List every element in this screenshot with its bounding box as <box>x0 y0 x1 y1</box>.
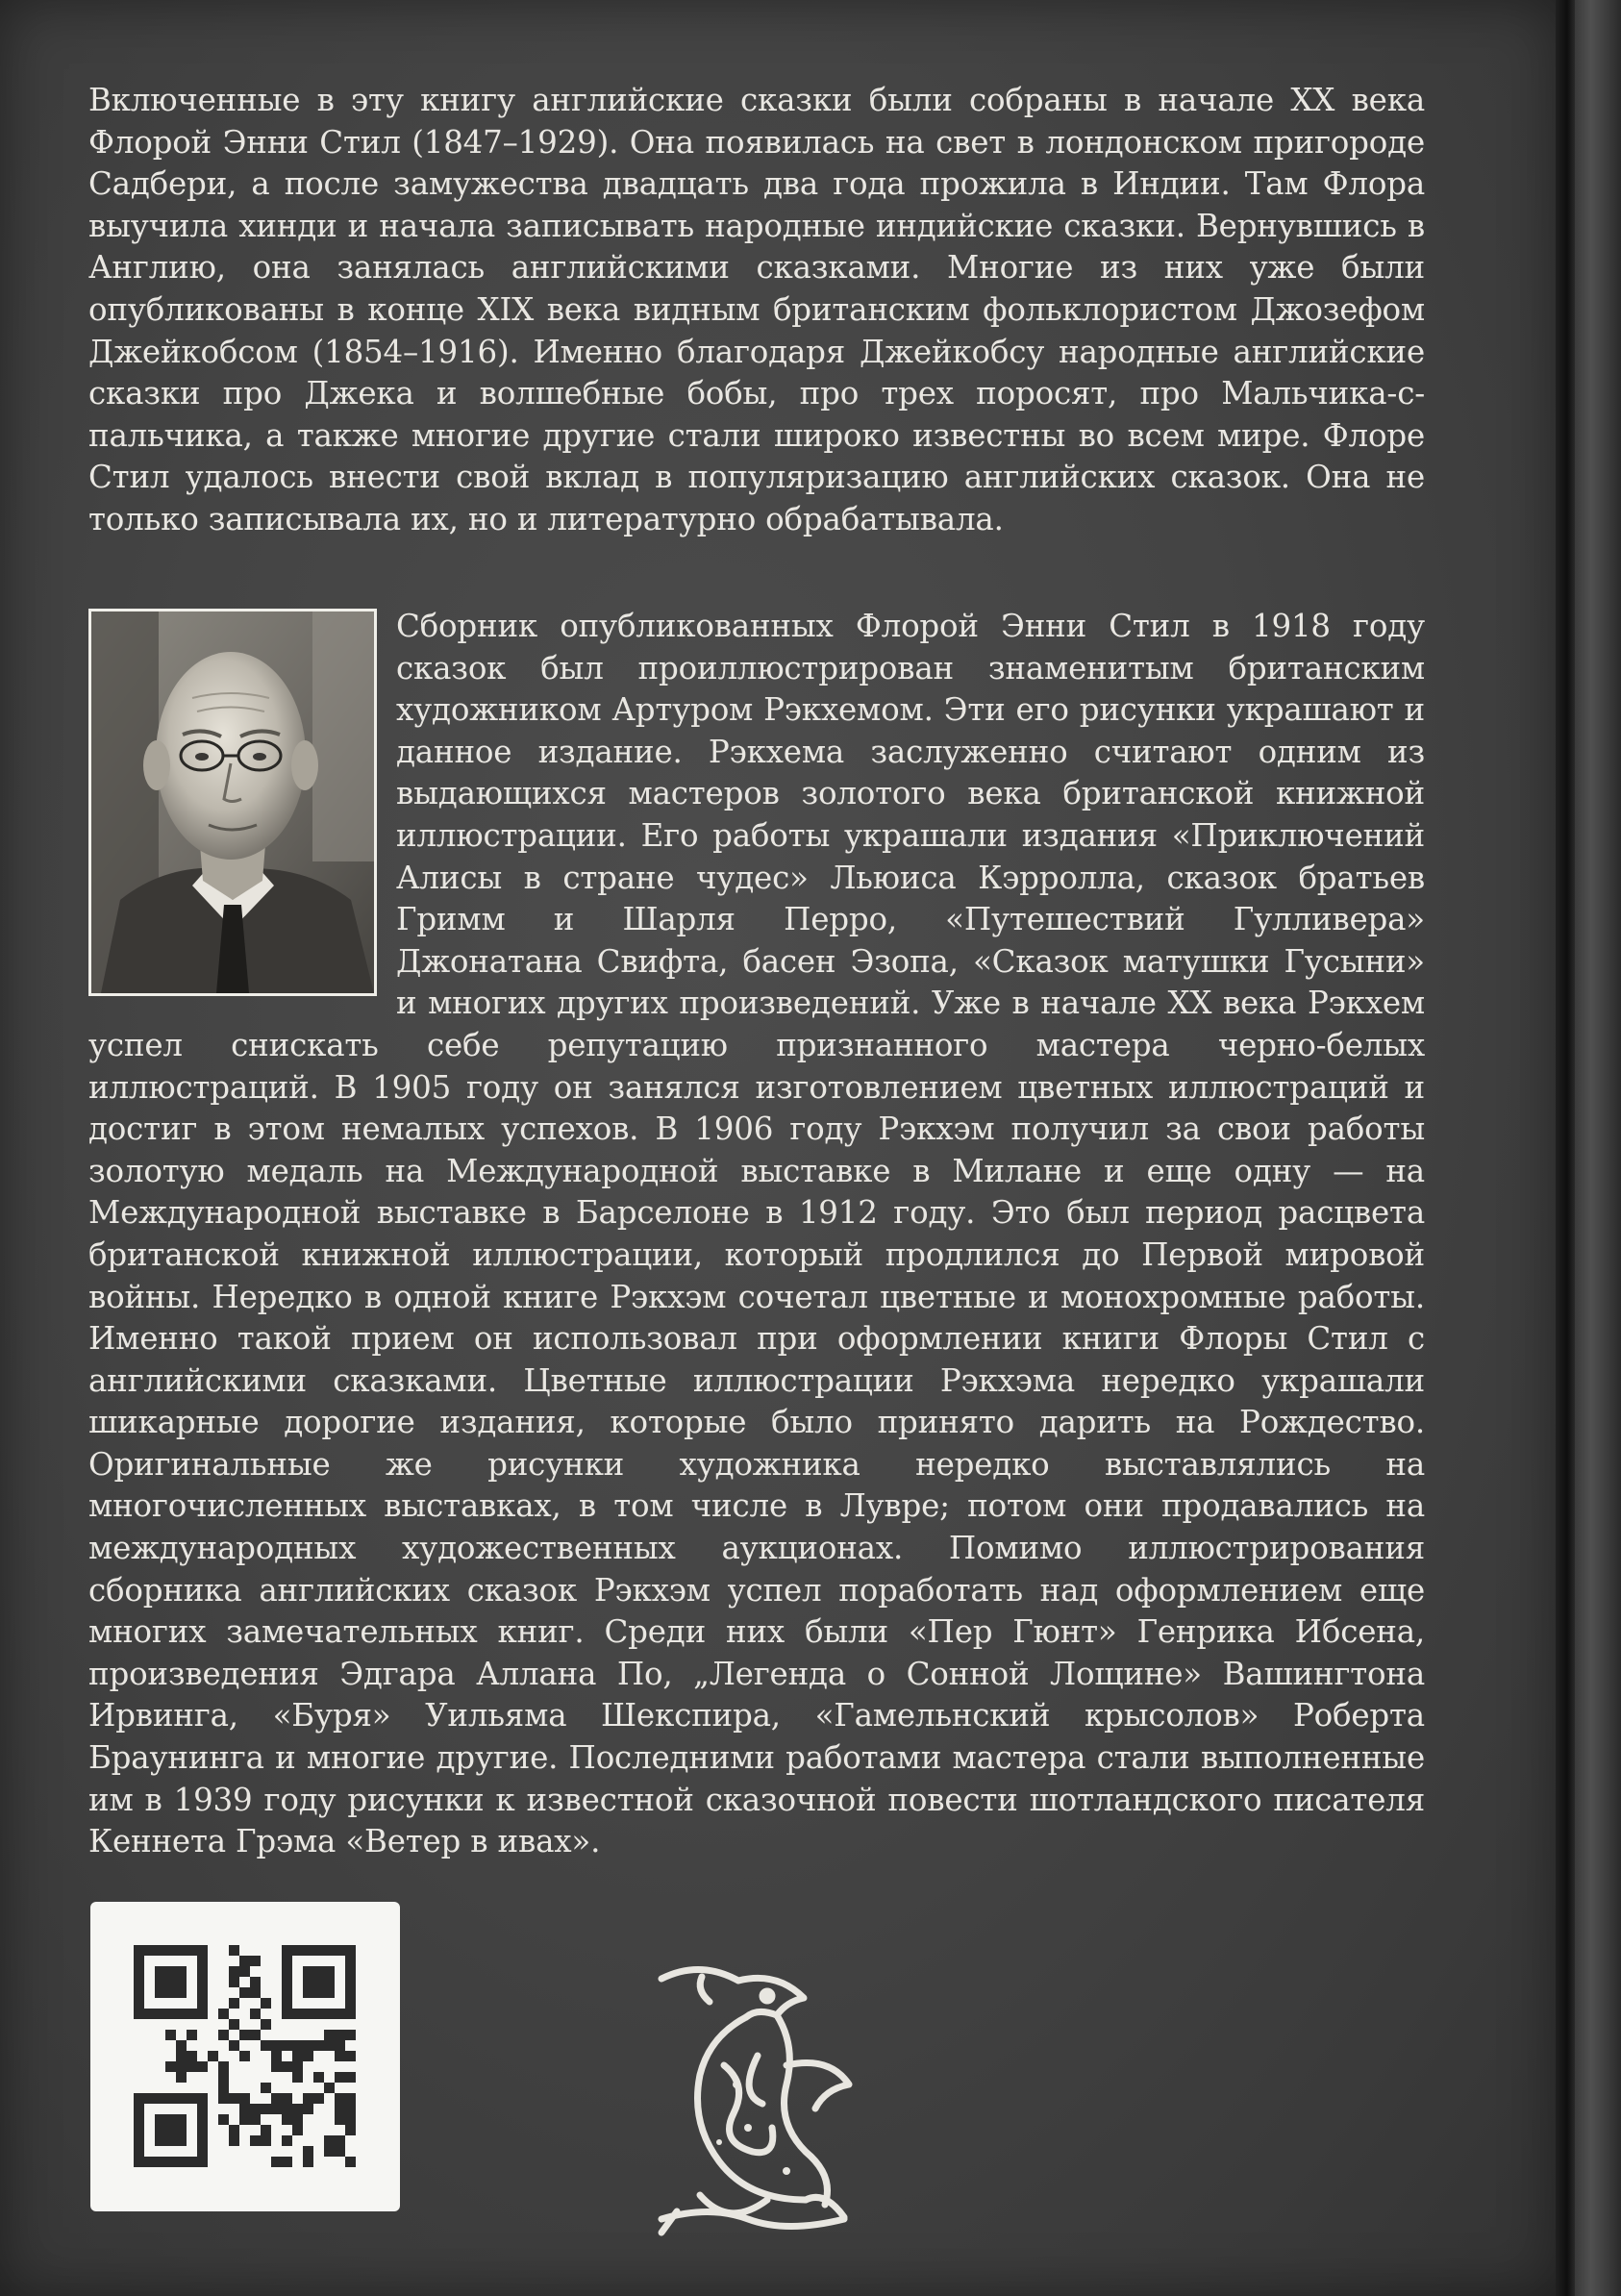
book-spine <box>1575 0 1621 2296</box>
portrait-spacer <box>88 606 377 1019</box>
qr-code[interactable] <box>90 1902 400 2211</box>
intro-paragraph: Включенные в эту книгу английские сказки были собраны в начале XX века Флорой Энни Стил (1847–1929). Она появилась на свет в лондонском пригороде Садбери, а после замужества двадцать два года прожила в Индии. Там Флора выучила хинди и начала записывать народные индийские сказки. Вернувшись в Англию, она занялась английскими сказками. Многие из них уже были опубликованы в конце XIX века видным британским фольклористом Джозефом Джейкобсом (1854–1916). Именно благодаря Джейкобсу народные английские сказки про Джека и волшебные бобы, про трех поросят, про Мальчика-с-пальчика, а также многие другие стали широко известны во всем мире. Флоре Стил удалось внести свой вклад в популяризацию английских сказок. Она не только записывала их, но и литературно обрабатывала. <box>88 82 1425 537</box>
spine-groove <box>1556 0 1575 2296</box>
dragon-logo-icon <box>642 1959 863 2238</box>
illustrator-paragraph-text: Сборник опубликованных Флорой Энни Стил в 1918 году сказок был проиллюстрирован знаменитым британским художником Артуром Рэкхемом. Эти его рисунки украшают и данное издание. Рэкхема заслуженно считают одним из выдающихся мастеров золотого века британской книжной иллюстрации. Его работы украшали издания «Приключений Алисы в стране чудес» Льюиса Кэрролла, сказок братьев Гримм и Шарля Перро, «Путешествий Гулливера» Джонатана Свифта, басен Эзопа, «Сказок матушки Гусыни» и многих других произведений. Уже в начале XX века Рэкхем успел снискать себе репутацию признанного мастера черно-белых иллюстраций. В 1905 году он занялся изготовлением цветных иллюстраций и достиг в этом немалых успехов. В 1906 году Рэкхэм получил за свои работы золотую медаль на Международной выставке в Милане и еще одну — на Международной выставке в Барселоне в 1912 году. Это был период расцвета британской книжной иллюстрации, который продлился до Первой мировой войны. Нередко в одной книге Рэкхэм сочетал цветные и монохромные работы. Именно такой прием он использовал при оформлении книги Флоры Стил с английскими сказками. Цветные иллюстрации Рэкхэма нередко украшали шикарные дорогие издания, которые было принято дарить на Рождество. Оригинальные же рисунки художника нередко выставлялись на многочисленных выставках, в том числе в Лувре; потом они продавались на международных художественных аукционах. Помимо иллюстрирования сборника английских сказок Рэкхэм успел поработать над оформлением еще многих замечательных книг. Среди них были «Пер Гюнт» Генрика Ибсена, произведения Эдгара Аллана По, „Легенда о Сонной Лощине» Вашингтона Ирвинга, «Буря» Уильяма Шекспира, «Гамельнский крысолов» Роберта Браунинга и многие другие. Последними работами мастера стали выполненные им в 1939 году рисунки к известной сказочной повести шотландского писателя Кеннета Грэма «Ветер в ивах». <box>88 608 1425 1860</box>
illustrator-paragraph <box>88 606 1425 1863</box>
